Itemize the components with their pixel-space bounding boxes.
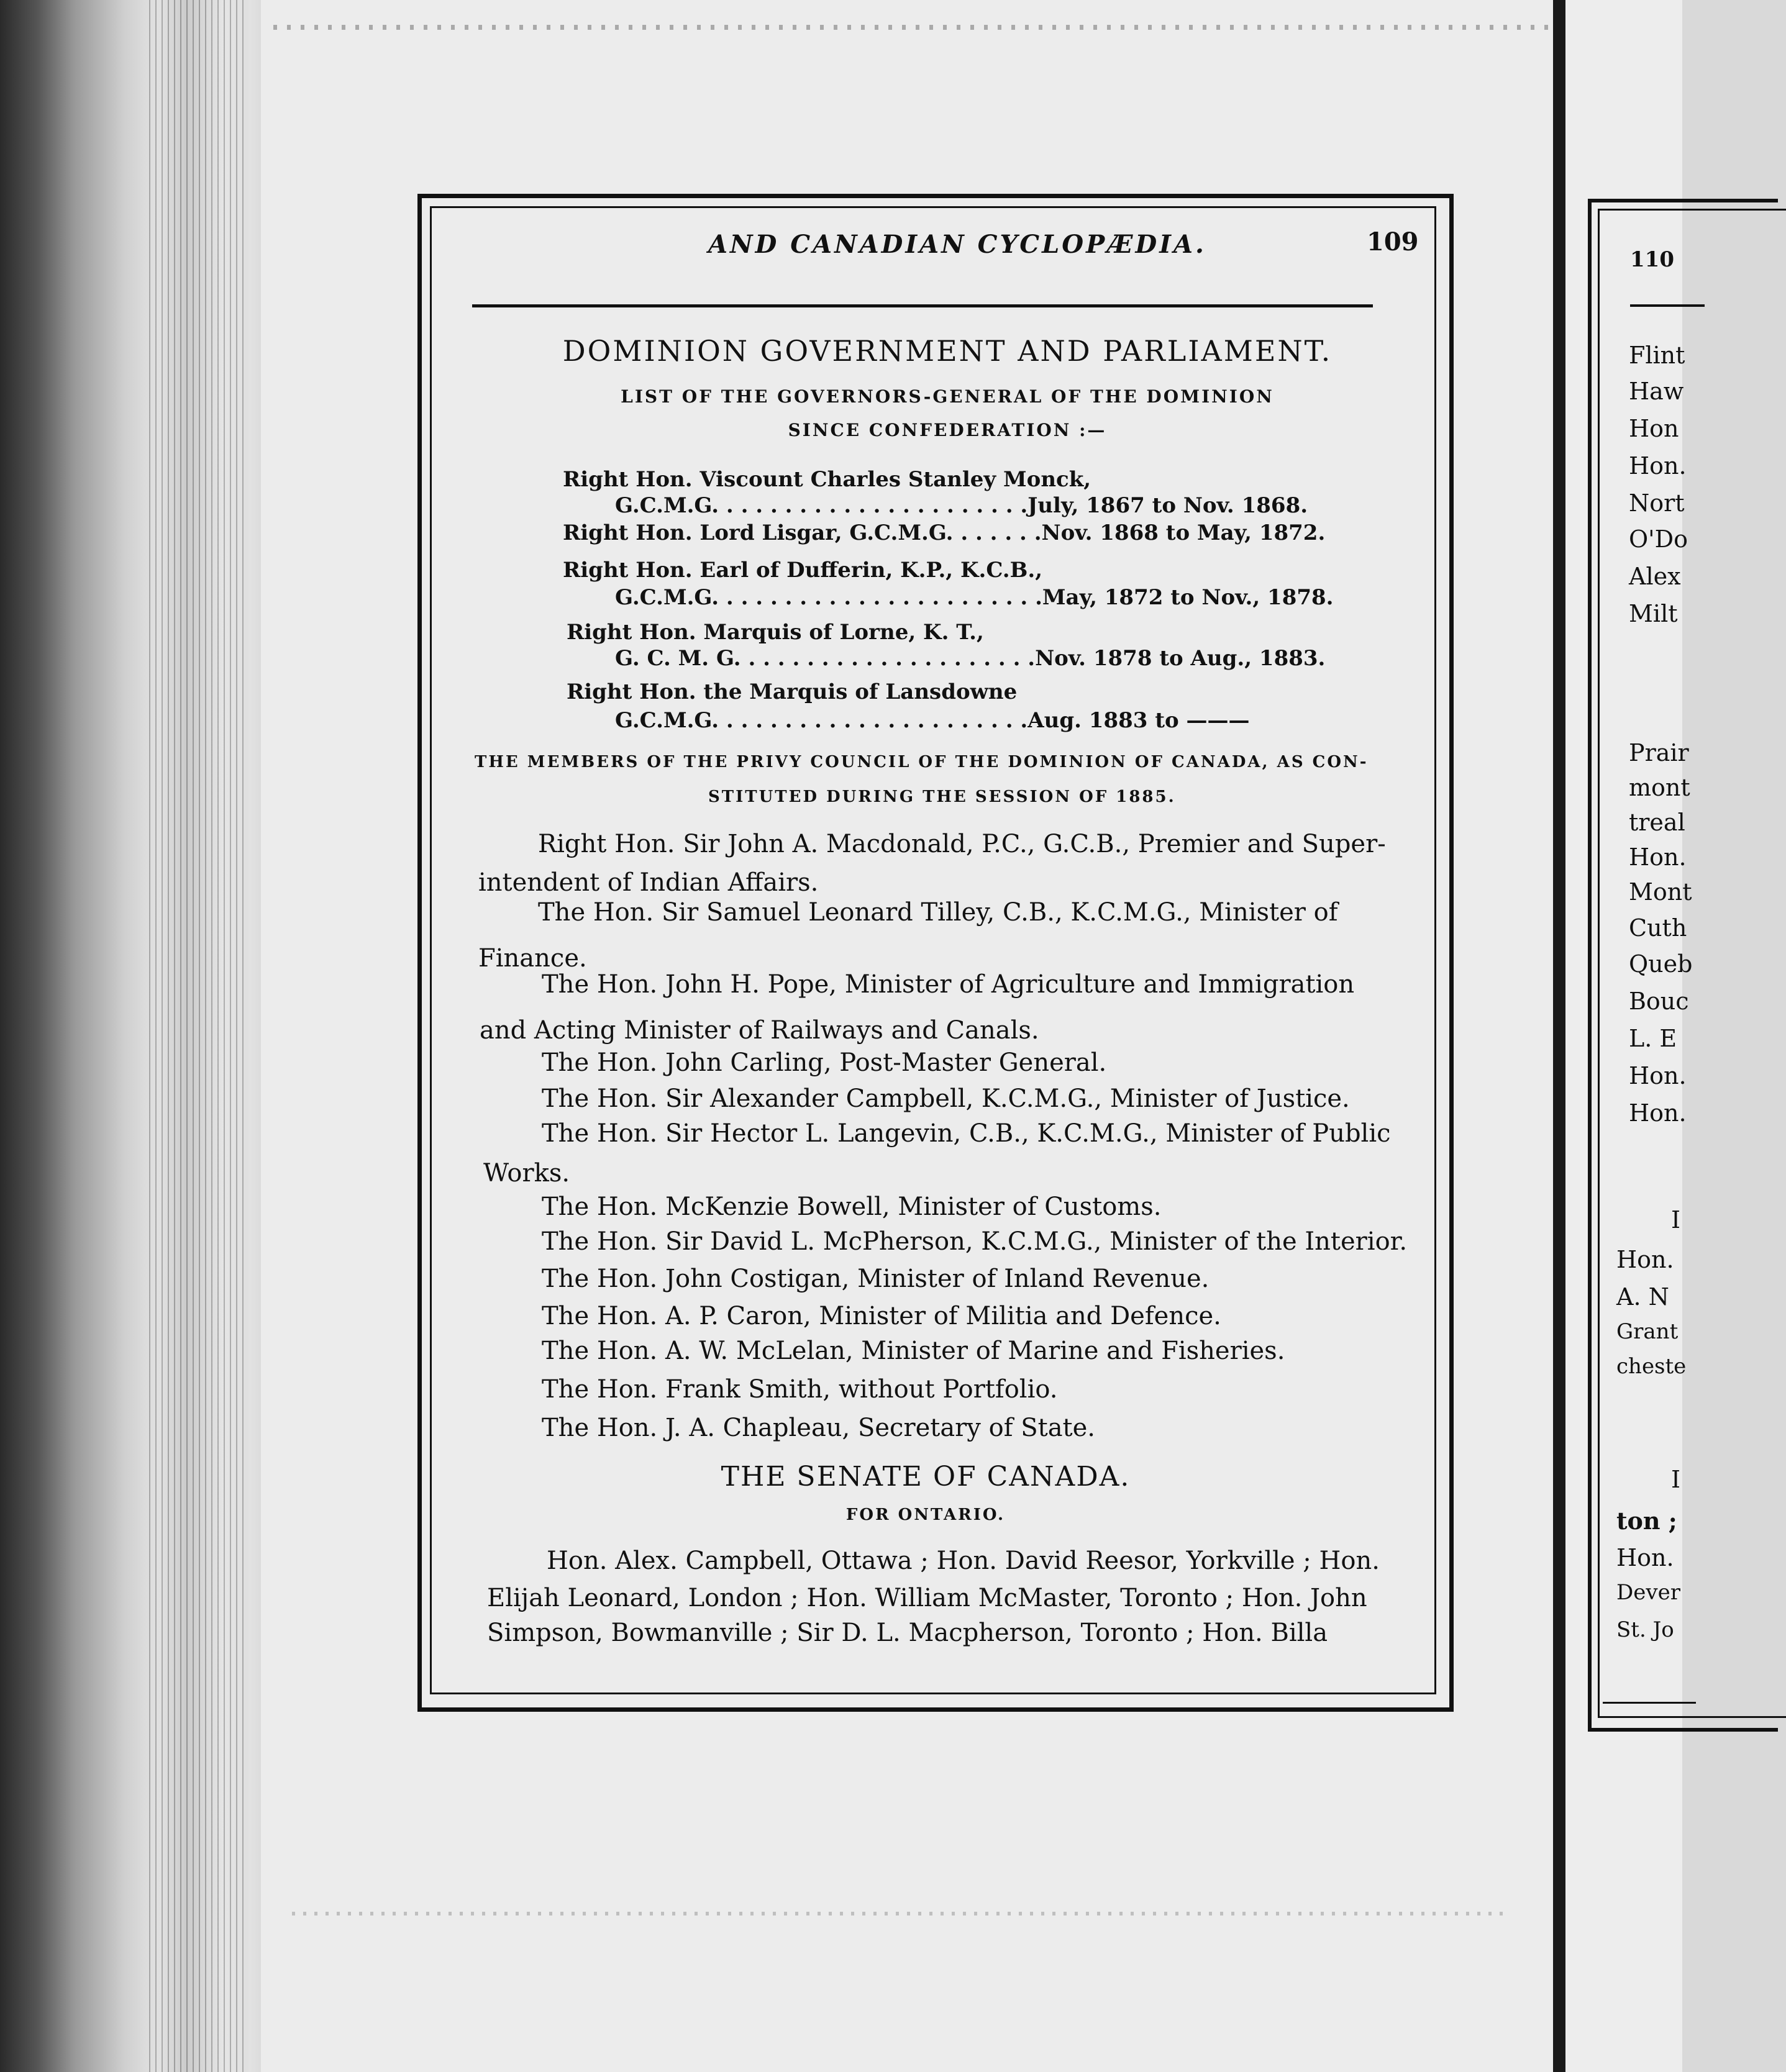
next-page-line: A. N [1616, 1283, 1669, 1311]
next-page-line: mont [1629, 774, 1690, 801]
next-page-line: Dever [1616, 1580, 1680, 1605]
privy-council-heading-1: THE MEMBERS OF THE PRIVY COUNCIL OF THE DOMINION OF CANADA, AS CON- [475, 753, 1369, 771]
privy-council-line: The Hon. John Carling, Post-Master General. [542, 1048, 1107, 1077]
privy-council-line: The Hon. John H. Pope, Minister of Agriculture and Immigration [542, 970, 1355, 999]
next-page-line: Alex [1629, 563, 1681, 590]
governor-4-line1: Right Hon. Marquis of Lorne, K. T., [567, 620, 984, 645]
next-page-line: ton ; [1616, 1507, 1677, 1535]
privy-council-line: The Hon. Sir Alexander Campbell, K.C.M.G., Minister of Justice. [542, 1084, 1350, 1113]
privy-council-line: The Hon. Sir Samuel Leonard Tilley, C.B., K.C.M.G., Minister of [538, 898, 1338, 927]
governor-3-line1: Right Hon. Earl of Dufferin, K.P., K.C.B., [563, 558, 1043, 583]
next-page-line: Nort [1629, 489, 1685, 517]
senate-line: Hon. Alex. Campbell, Ottawa ; Hon. David Reesor, Yorkville ; Hon. [547, 1547, 1380, 1575]
scan-noise-top [273, 25, 1553, 30]
privy-council-line: The Hon. Sir Hector L. Langevin, C.B., K.C.M.G., Minister of Public [542, 1119, 1391, 1148]
next-page-line: I [1671, 1206, 1681, 1234]
privy-council-line: The Hon. Frank Smith, without Portfolio. [542, 1375, 1058, 1404]
book-page-edge-lines [149, 0, 248, 2072]
next-page-line: Grant [1616, 1319, 1679, 1344]
next-page-line: Prair [1629, 739, 1689, 766]
privy-council-line: The Hon. McKenzie Bowell, Minister of Customs. [542, 1193, 1162, 1221]
privy-council-line: intendent of Indian Affairs. [478, 868, 819, 897]
governor-5-line2: G.C.M.G. . . . . . . . . . . . . . . . . . . . . .Aug. 1883 to ——— [615, 708, 1250, 733]
governors-heading-2: SINCE CONFEDERATION :— [788, 420, 1107, 440]
next-page-number: 110 [1630, 247, 1674, 272]
next-page-line: Hon. [1629, 1099, 1687, 1127]
next-page-line: Bouc [1629, 988, 1689, 1015]
privy-council-line: The Hon. A. W. McLelan, Minister of Marine and Fisheries. [542, 1337, 1285, 1365]
next-page-line: Milt [1629, 600, 1678, 627]
next-page-line: Flint [1629, 342, 1685, 369]
next-page-line: treal [1629, 809, 1685, 836]
book-gutter [1553, 0, 1565, 2072]
next-page-line: Hon. [1629, 1062, 1687, 1089]
governor-5-line1: Right Hon. the Marquis of Lansdowne [567, 679, 1018, 704]
privy-council-line: and Acting Minister of Railways and Canals. [480, 1016, 1039, 1045]
next-page-line: Hon [1629, 415, 1679, 442]
running-head: AND CANADIAN CYCLOPÆDIA. [708, 230, 1206, 259]
senate-ontario-heading: FOR ONTARIO. [845, 1506, 1006, 1524]
privy-council-line: Works. [483, 1159, 570, 1188]
next-page-line: Haw [1629, 378, 1684, 405]
governor-1-line1: Right Hon. Viscount Charles Stanley Monck, [563, 467, 1091, 492]
senate-line: Elijah Leonard, London ; Hon. William McMaster, Toronto ; Hon. John [487, 1584, 1367, 1612]
next-page-header-rule [1630, 304, 1705, 307]
next-page-line: Cuth [1629, 914, 1687, 942]
next-page-line: cheste [1616, 1354, 1687, 1379]
governor-2-line1: Right Hon. Lord Lisgar, G.C.M.G. . . . . . .Nov. 1868 to May, 1872. [563, 520, 1326, 545]
next-page-line: Queb [1629, 950, 1693, 978]
senate-title: THE SENATE OF CANADA. [721, 1461, 1131, 1493]
header-rule [472, 304, 1373, 307]
privy-council-line: The Hon. Sir David L. McPherson, K.C.M.G., Minister of the Interior. [542, 1227, 1408, 1256]
next-page-fragment [1565, 0, 1693, 2072]
governors-heading-1: LIST OF THE GOVERNORS-GENERAL OF THE DOMINION [621, 386, 1274, 407]
next-page-bottom-rule [1603, 1702, 1696, 1704]
page-number: 109 [1367, 227, 1419, 257]
scan-noise-bottom [292, 1912, 1503, 1915]
privy-council-line: The Hon. John Costigan, Minister of Inland Revenue. [542, 1265, 1210, 1293]
next-page-line: Hon. [1616, 1544, 1674, 1571]
governor-3-line2: G.C.M.G. . . . . . . . . . . . . . . . . . . . . . .May, 1872 to Nov., 1878. [615, 585, 1334, 610]
next-page-line: Hon. [1629, 452, 1687, 479]
next-page-line: Hon. [1629, 843, 1687, 871]
privy-council-line: The Hon. A. P. Caron, Minister of Militia and Defence. [542, 1302, 1221, 1330]
governor-1-line2: G.C.M.G. . . . . . . . . . . . . . . . . . . . . .July, 1867 to Nov. 1868. [615, 493, 1308, 518]
governor-4-line2: G. C. M. G. . . . . . . . . . . . . . . . . . . . .Nov. 1878 to Aug., 1883. [615, 646, 1326, 671]
privy-council-line: Right Hon. Sir John A. Macdonald, P.C., G.C.B., Premier and Super- [538, 830, 1386, 858]
next-page-line: L. E [1629, 1025, 1677, 1052]
next-page-line: O'Do [1629, 525, 1688, 553]
next-page-line: Hon. [1616, 1246, 1674, 1273]
next-page-line: St. Jo [1616, 1617, 1674, 1642]
privy-council-line: The Hon. J. A. Chapleau, Secretary of State. [542, 1414, 1095, 1442]
page-title: DOMINION GOVERNMENT AND PARLIAMENT. [562, 334, 1333, 368]
next-page-line: Mont [1629, 878, 1692, 906]
next-page-line: I [1671, 1466, 1681, 1493]
privy-council-heading-2: STITUTED DURING THE SESSION OF 1885. [708, 788, 1176, 806]
senate-line: Simpson, Bowmanville ; Sir D. L. Macpherson, Toronto ; Hon. Billa [487, 1619, 1328, 1647]
privy-council-line: Finance. [478, 944, 587, 973]
